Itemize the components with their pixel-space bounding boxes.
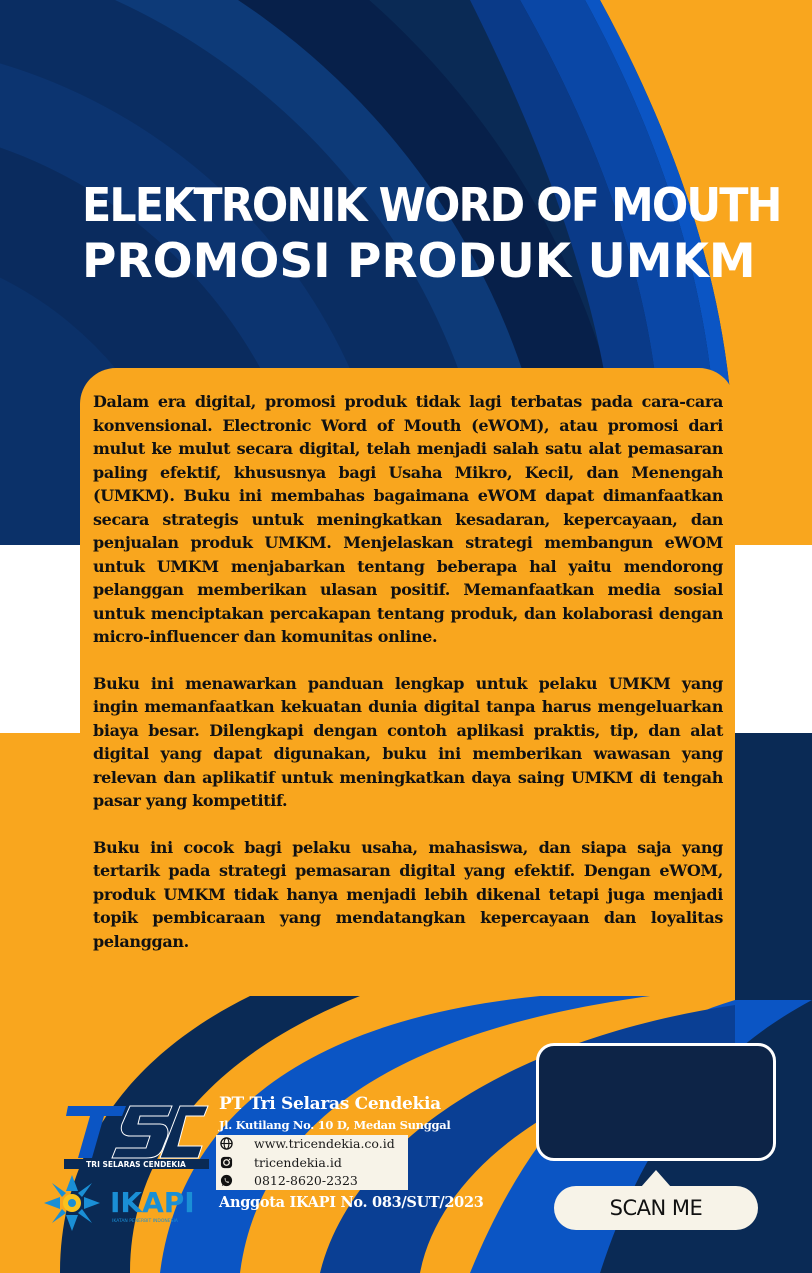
ikapi-logo-text: IKAPI	[110, 1186, 195, 1219]
qr-code-frame[interactable]	[536, 1043, 776, 1161]
contact-phone	[220, 1172, 358, 1189]
instagram-text: tricendekia.id	[254, 1155, 342, 1170]
title-line-2: PROMOSI PRODUK UMKM	[82, 234, 756, 289]
publisher-address: Jl. Kutilang No. 10 D, Medan Sunggal	[219, 1118, 451, 1132]
instagram-icon	[220, 1156, 233, 1169]
ikapi-membership: Anggota IKAPI No. 083/SUT/2023	[219, 1194, 484, 1211]
tsc-logo-caption: TRI SELARAS CENDEKIA	[86, 1160, 186, 1169]
ikapi-logo-caption: IKATAN PENERBIT INDONESIA	[112, 1219, 178, 1224]
title-line-1: ELEKTRONIK WORD OF MOUTH	[82, 178, 781, 232]
book-title	[82, 176, 812, 290]
whatsapp-icon	[220, 1174, 233, 1187]
blurb-card	[80, 368, 735, 996]
contact-website	[220, 1135, 395, 1152]
scan-pointer	[641, 1170, 671, 1187]
tsc-publisher-logo	[64, 1098, 209, 1172]
blurb-paragraph-2: Buku ini menawarkan panduan lengkap untuk pelaku UMKM yang ingin memanfaatkan kekuatan dunia digital tanpa harus mengeluarkan biaya besar. Dilengkapi dengan contoh aplikasi praktis, tip, dan alat digital yang dapat digunakan, buku ini memberikan wawasan yang relevan dan aplikatif untuk meningkatkan daya saing UMKM di tengah pasar yang kompetitif.	[93, 673, 723, 810]
blurb-paragraph-1: Dalam era digital, promosi produk tidak lagi terbatas pada cara-cara konvensional. Electronic Word of Mouth (eWOM), atau promosi dari mulut ke mulut secara digital, telah menjadi salah satu alat pemasaran paling efektif, khususnya bagi Usaha Mikro, Kecil, dan Menengah (UMKM). Buku ini membahas bagaimana eWOM dapat dimanfaatkan secara strategis untuk meningkatkan kesadaran, kepercayaan, dan penjualan produk UMKM. Menjelaskan strategi membangun eWOM untuk UMKM menjabarkan tentang beberapa hal yaitu mendorong pelanggan memberikan ulasan positif. Memanfaatkan media sosial untuk menciptakan percakapan tentang produk, dan kolaborasi dengan micro-influencer dan komunitas online.	[93, 392, 723, 646]
publisher-contacts	[216, 1135, 408, 1190]
contact-instagram	[220, 1154, 342, 1171]
ikapi-logo	[42, 1172, 210, 1234]
website-text: www.tricendekia.co.id	[254, 1136, 395, 1151]
blurb-paragraph-3: Buku ini cocok bagi pelaku usaha, mahasiswa, dan siapa saja yang tertarik pada strategi pemasaran digital yang efektif. Dengan eWOM, produk UMKM tidak hanya menjadi lebih dikenal tetapi juga menjadi topik pembicaraan yang mendatangkan kepercayaan dan loyalitas pelanggan.	[93, 837, 723, 951]
publisher-name: PT Tri Selaras Cendekia	[219, 1094, 441, 1114]
scan-me-label: SCAN ME	[609, 1196, 703, 1220]
globe-icon	[220, 1137, 233, 1150]
phone-text: 0812-8620-2323	[254, 1173, 358, 1188]
